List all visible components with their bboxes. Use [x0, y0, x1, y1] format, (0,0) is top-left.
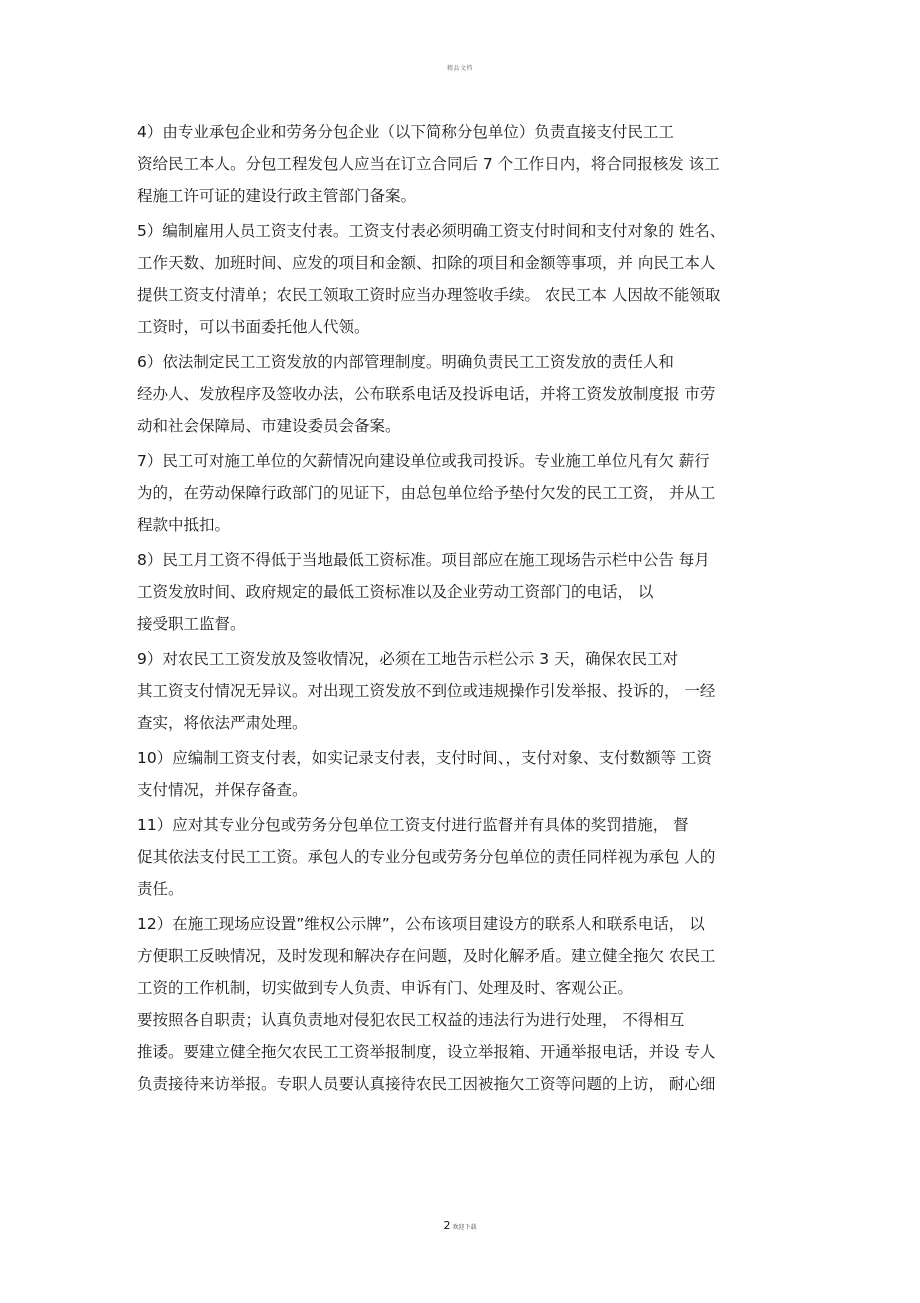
paragraph-line: 推诿。要建立健全拖欠农民工工资举报制度，设立举报箱、开通举报电话，并设 专人 [137, 1043, 716, 1061]
paragraph-line: 查实，将依法严肃处理。 [137, 714, 308, 732]
paragraph-line: 动和社会保障局、市建设委员会备案。 [137, 417, 401, 435]
paragraph-line: 支付情况，并保存备查。 [137, 781, 308, 799]
page-number: 2 [443, 1219, 451, 1232]
paragraph-line: 促其依法支付民工工资。承包人的专业分包或劳务分包单位的责任同样视为承包 人的 [137, 848, 716, 866]
document-header-label: 精品文档 [446, 65, 473, 72]
footer-label: 欢迎下载 [452, 1224, 477, 1231]
paragraph-line: 要按照各自职责；认真负责地对侵犯农民工权益的违法行为进行处理， 不得相互 [137, 1011, 685, 1029]
paragraph-first-line: 11）应对其专业分包或劳务分包单位工资支付进行监督并有具体的奖罚措施， 督 [137, 816, 689, 834]
paragraph-line: 经办人、发放程序及签收办法，公布联系电话及投诉电话，并将工资发放制度报 市劳 [137, 385, 716, 403]
paragraph-line: 为的，在劳动保障行政部门的见证下，由总包单位给予垫付欠发的民工工资， 并从工 [137, 484, 716, 502]
paragraph-first-line: 5）编制雇用人员工资支付表。工资支付表必须明确工资支付时间和支付对象的 姓名、 [137, 222, 726, 240]
paragraph-first-line: 12）在施工现场应设置”维权公示牌”，公布该项目建设方的联系人和联系电话， 以 [137, 915, 705, 933]
paragraph-line: 工资时，可以书面委托他人代领。 [137, 318, 370, 336]
paragraph-first-line: 10）应编制工资支付表，如实记录支付表，支付时间、，支付对象、支付数额等 工资 [137, 749, 712, 767]
paragraph-first-line: 8）民工月工资不得低于当地最低工资标准。项目部应在施工现场告示栏中公告 每月 [137, 551, 710, 569]
paragraph-first-line: 7）民工可对施工单位的欠薪情况向建设单位或我司投诉。专业施工单位凡有欠 薪行 [137, 452, 710, 470]
paragraph-line: 方便职工反映情况，及时发现和解决存在问题，及时化解矛盾。建立健全拖欠 农民工 [137, 947, 716, 965]
paragraph-line: 工资发放时间、政府规定的最低工资标准以及企业劳动工资部门的电话， 以 [137, 583, 654, 601]
paragraph-line: 程款中抵扣。 [137, 516, 231, 534]
paragraph-line: 负责接待来访举报。专职人员要认真接待农民工因被拖欠工资等问题的上访， 耐心细 [137, 1075, 716, 1093]
paragraph-line: 接受职工监督。 [137, 615, 246, 633]
document-body [137, 116, 787, 1100]
paragraph-line: 资给民工本人。分包工程发包人应当在订立合同后 7 个工作日内，将合同报核发 该工 [137, 155, 720, 173]
paragraph-line: 其工资支付情况无异议。对出现工资发放不到位或违规操作引发举报、投诉的， 一经 [137, 682, 716, 700]
paragraph-line: 程施工许可证的建设行政主管部门备案。 [137, 187, 417, 205]
paragraph-first-line: 6）依法制定民工工资发放的内部管理制度。明确负责民工工资发放的责任人和 [137, 353, 674, 371]
paragraph-first-line: 4）由专业承包企业和劳务分包企业（以下简称分包单位）负责直接支付民工工 [137, 123, 674, 141]
paragraph-line: 工资的工作机制，切实做到专人负责、申诉有门、处理及时、客观公正。 [137, 979, 634, 997]
paragraph-line: 责任。 [137, 880, 184, 898]
page-footer [0, 1219, 920, 1232]
paragraph-line: 提供工资支付清单；农民工领取工资时应当办理签收手续。 农民工本 人因故不能领取 [137, 286, 721, 304]
paragraph-line: 工作天数、加班时间、应发的项目和金额、扣除的项目和金额等事项，并 向民工本人 [137, 254, 716, 272]
paragraph-first-line: 9）对农民工工资发放及签收情况，必须在工地告示栏公示 3 天，确保农民工对 [137, 650, 679, 668]
